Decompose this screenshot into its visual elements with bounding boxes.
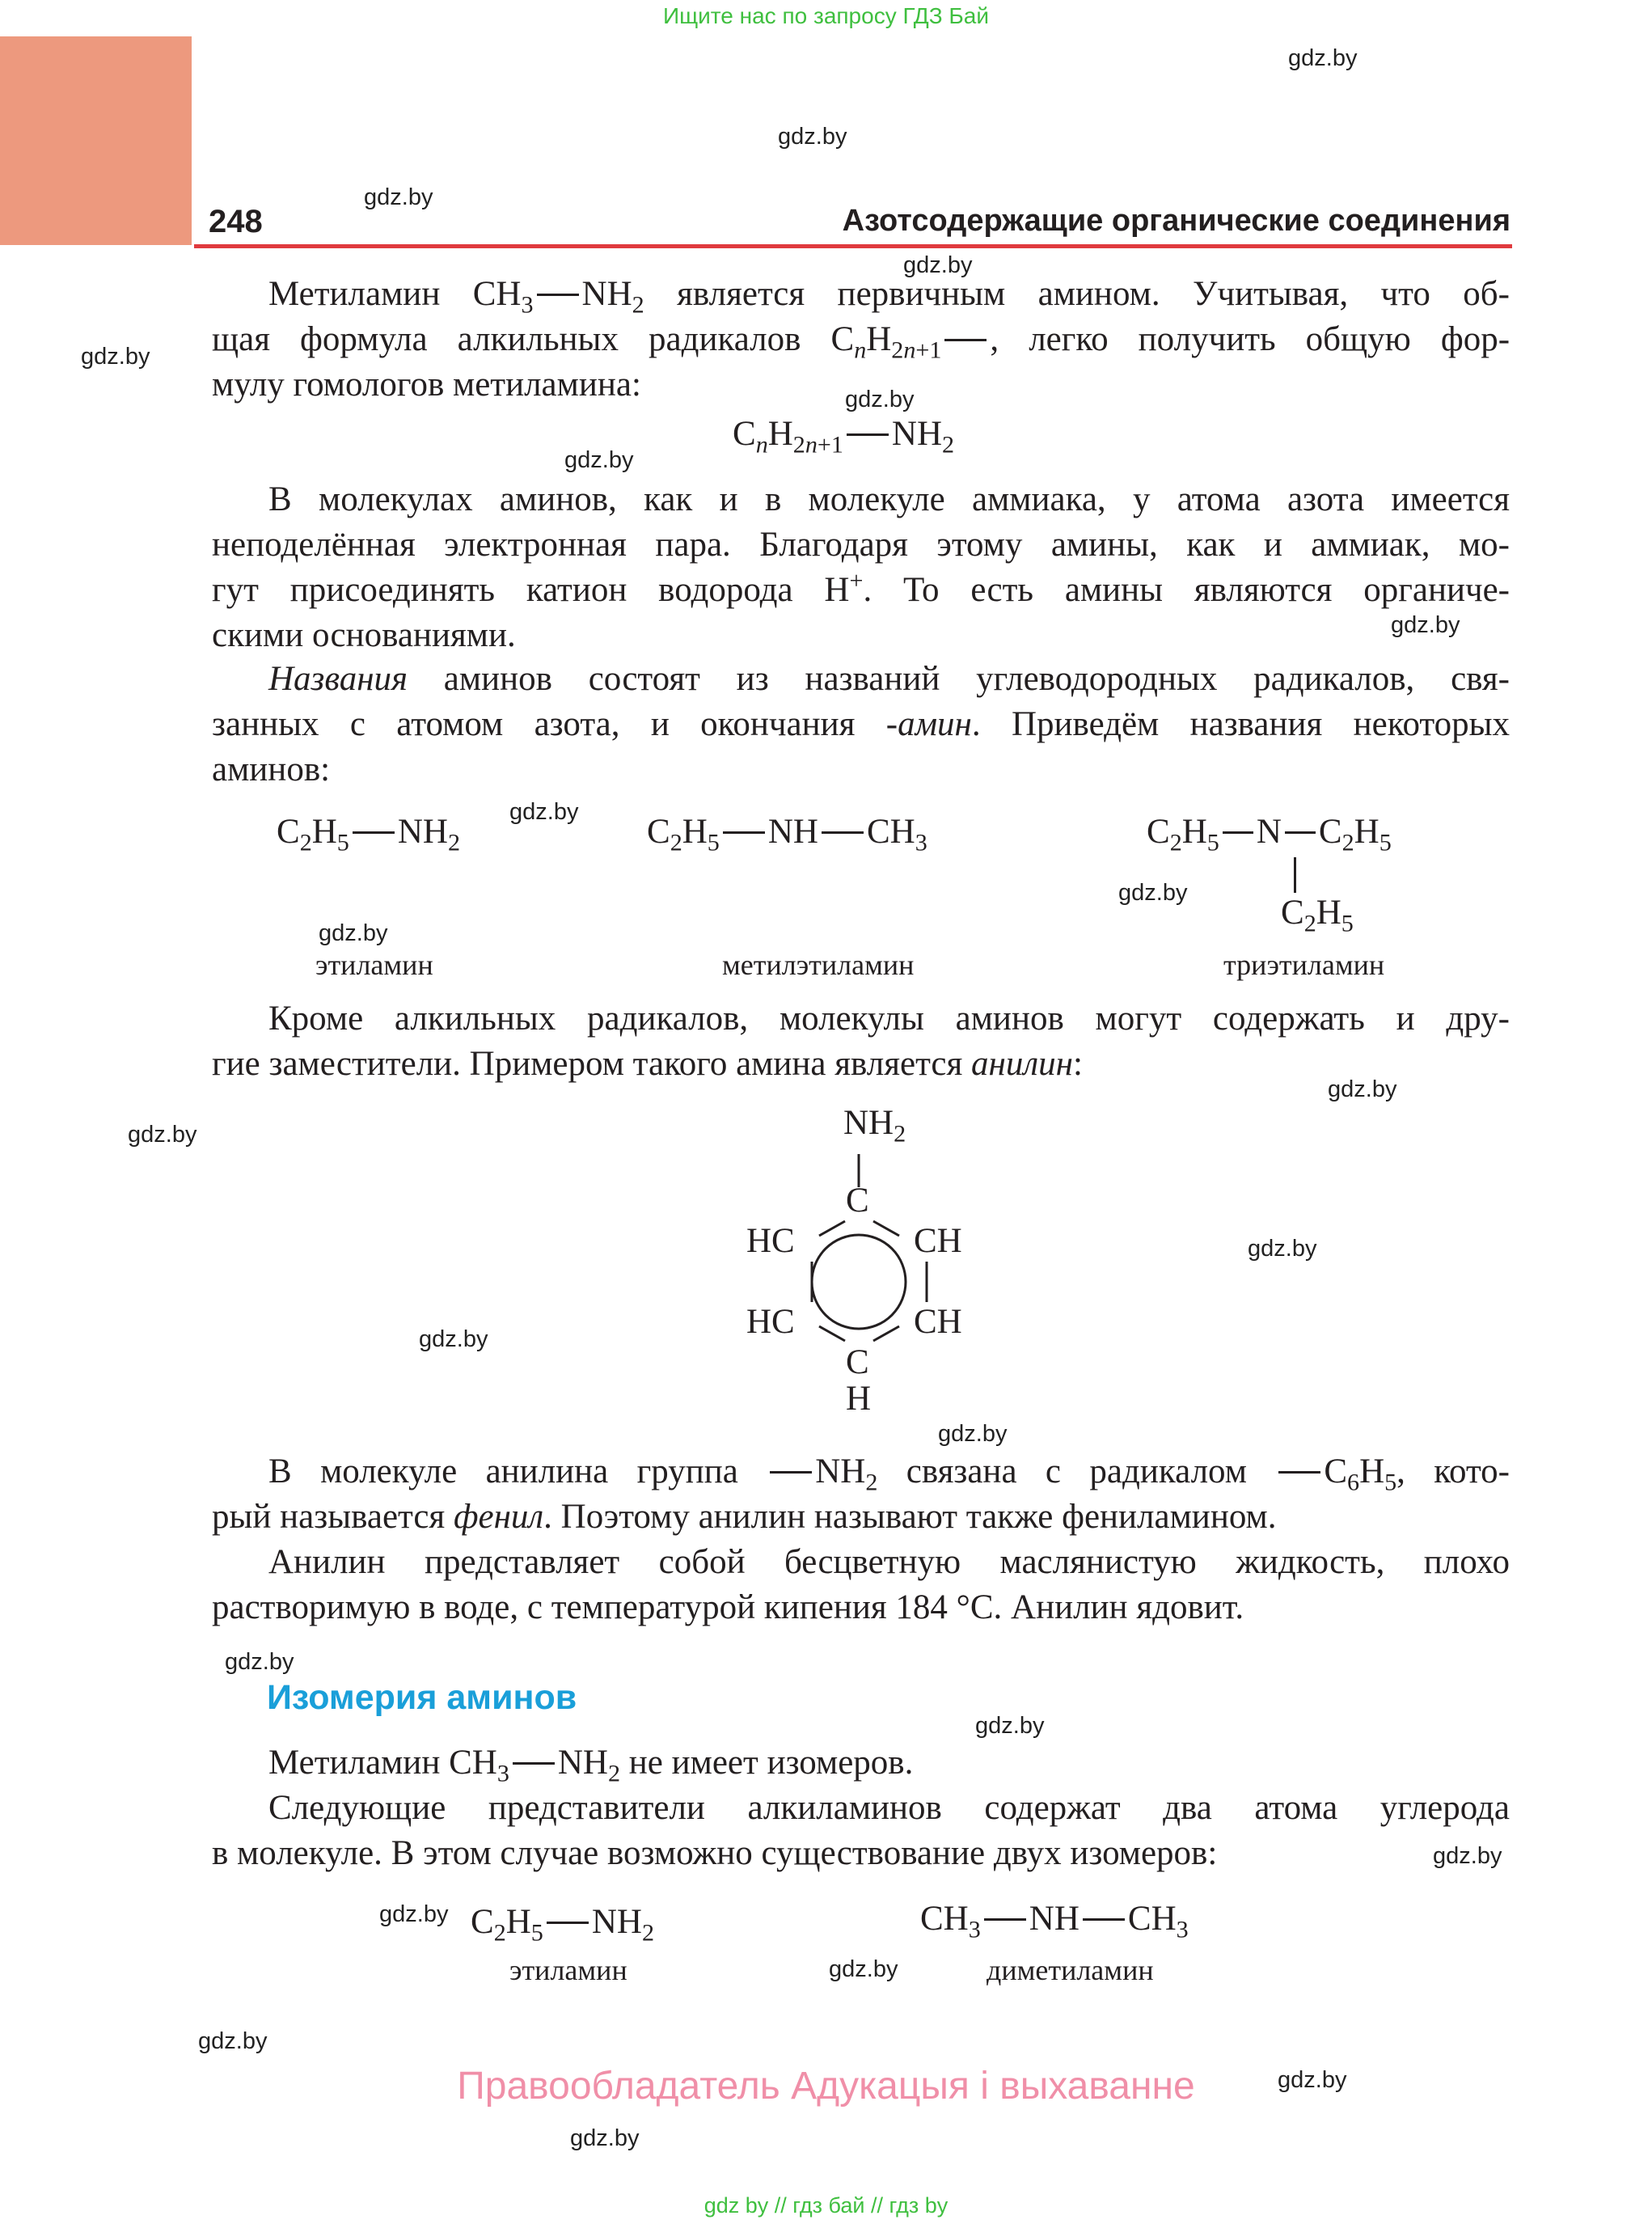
watermark: gdz.by — [778, 124, 847, 150]
watermark: gdz.by — [364, 184, 433, 210]
text: аминов: — [212, 750, 331, 789]
text: : — [1072, 1045, 1083, 1083]
text: -амин — [885, 705, 972, 743]
copyright-owner: Правообладатель Адукацыя і выхаванне — [457, 2065, 1195, 2108]
watermark: gdz.by — [1433, 1843, 1502, 1869]
watermark: gdz.by — [1391, 612, 1460, 638]
text: Кроме алкильных радикалов, молекулы аминов могут содержать и дру- — [268, 1000, 1510, 1038]
text: , легко получить общую фор- — [990, 320, 1510, 358]
formula-triethylamine: $C_2H_5$ N $C_2H_5$ — [1147, 813, 1392, 856]
caption-isomer-ethylamine: этиламин — [509, 1954, 627, 1986]
watermark: gdz.by — [81, 344, 150, 370]
watermark: gdz.by — [1248, 1236, 1317, 1262]
text: NH — [843, 1104, 894, 1142]
text: Анилин представляет собой бесцветную маслянистую жидкость, плохо — [268, 1543, 1510, 1581]
watermark: gdz.by — [570, 2125, 640, 2151]
text: В молекуле анилина группа — [268, 1452, 767, 1490]
triethylamine-bond — [1294, 857, 1296, 893]
text: неподелённая электронная пара. Благодаря этому амины, как и аммиак, мо- — [212, 526, 1510, 564]
watermark: gdz.by — [845, 387, 915, 412]
text: гут присоединять катион водорода H — [212, 571, 850, 609]
paragraph-names — [212, 657, 1510, 793]
text: анилин — [971, 1045, 1073, 1083]
aniline-nh2: $NH_2$ — [843, 1104, 906, 1148]
text: Следующие представители алкиламинов содержат два атома углерода — [268, 1789, 1510, 1827]
caption-triethylamine: триэтиламин — [1223, 949, 1385, 981]
watermark: gdz.by — [509, 799, 579, 825]
formula-ethylamine: $C_2H_5$ $NH_2$ — [277, 813, 460, 856]
text: скими основаниями. — [212, 616, 516, 654]
aniline-ch-right-2: CH — [914, 1303, 962, 1341]
page-number: 248 — [209, 204, 263, 239]
aniline-c-top: C — [846, 1182, 869, 1220]
paragraph-two-isomers — [212, 1786, 1510, 1876]
watermark: gdz.by — [319, 920, 388, 946]
text: . То есть амины являются органиче- — [863, 571, 1510, 609]
watermark: gdz.by — [379, 1901, 449, 1927]
text: растворимую в воде, с температурой кипения 184 °С. Анилин ядовит. — [212, 1588, 1244, 1626]
text: щая формула алкильных радикалов C — [212, 320, 855, 358]
bottom-links[interactable]: gdz by // гдз бай // гдз by — [703, 2193, 949, 2218]
aniline-hc-left-2: HC — [746, 1303, 795, 1341]
watermark: gdz.by — [975, 1713, 1045, 1739]
header-rule — [194, 244, 1512, 248]
watermark: gdz.by — [564, 447, 634, 473]
caption-isomer-dimethylamine: диметиламин — [987, 1954, 1154, 1986]
text: , кото- — [1396, 1452, 1510, 1490]
formula-isomer-dimethylamine: $CH_3$ NH $CH_3$ — [920, 1900, 1189, 1943]
text: фенил — [453, 1498, 544, 1536]
formula-triethylamine-branch: $C_2H_5$ — [1281, 894, 1354, 937]
watermark: gdz.by — [419, 1326, 488, 1352]
text: является первичным амином. Учитывая, что об- — [644, 275, 1510, 313]
watermark: gdz.by — [938, 1421, 1008, 1447]
aniline-ring-bonds — [728, 1132, 970, 1391]
watermark: gdz.by — [225, 1649, 294, 1675]
text: . Поэтому анилин называют также фениламином. — [543, 1498, 1277, 1536]
text: не имеет изомеров. — [620, 1744, 914, 1782]
text: мулу гомологов метиламина: — [212, 366, 641, 404]
watermark: gdz.by — [1278, 2067, 1347, 2093]
paragraph-no-isomers: Метиламин $CH_3$ $NH_2$ не имеет изомеров. — [268, 1744, 914, 1787]
watermark: gdz.by — [829, 1956, 898, 1982]
aniline-h-bottom: H — [846, 1380, 872, 1418]
watermark: gdz.by — [903, 252, 973, 278]
paragraph-lone-pair: В молекулах аминов, как и в молекуле аммиака, у атома азота имеется неподелённая электронная пара. Благодаря этому амины, как и аммиак, мо- гут присоединять катион водорода H+. То есть амины являются органиче- скими основаниями. — [212, 477, 1510, 658]
paragraph-aniline-properties — [212, 1540, 1510, 1630]
watermark: gdz.by — [1288, 45, 1358, 71]
corner-decoration — [0, 36, 192, 245]
text: Метиламин CH — [268, 275, 522, 313]
aniline-ch-right-1: CH — [914, 1222, 962, 1260]
caption-ethylamine: этиламин — [315, 949, 433, 981]
text: связана с радикалом — [877, 1452, 1276, 1490]
text: . Приведём названия некоторых — [971, 705, 1510, 743]
paragraph-phenyl: В молекуле анилина группа $NH_2$ связана с радикалом $C_6H_5$, кото- рый называется фенил. Поэтому анилин называют также фениламином. — [212, 1452, 1510, 1536]
watermark: gdz.by — [128, 1122, 197, 1148]
text: Метиламин CH — [268, 1744, 497, 1782]
caption-methylethylamine: метилэтиламин — [722, 949, 915, 981]
text: в молекуле. В этом случае возможно существование двух изомеров: — [212, 1834, 1218, 1872]
watermark: gdz.by — [198, 2028, 268, 2054]
text: рый называется — [212, 1498, 454, 1536]
text: В молекулах аминов, как и в молекуле аммиака, у атома азота имеется — [268, 480, 1510, 518]
section-title: Изомерия аминов — [267, 1678, 577, 1717]
formula-methylethylamine: $C_2H_5$ NH $CH_3$ — [647, 813, 927, 856]
formula-isomer-ethylamine: $C_2H_5$ $NH_2$ — [471, 1903, 654, 1947]
running-title: Азотсодержащие органические соединения — [842, 204, 1510, 238]
general-formula: $C_nH_{2n+1}$ $NH_2$ — [733, 415, 955, 459]
aniline-c-bottom: C — [846, 1343, 869, 1381]
text: Названия — [268, 660, 408, 698]
paragraph-methylamine: Метиламин $CH_3$ $NH_2$ является первичным амином. Учитывая, что об- щая формула алкильных радикалов $C_nH_{2n+1}$ , легко получить общую фор- мулу гомологов метиламина: — [212, 272, 1510, 408]
aniline-hc-left-1: HC — [746, 1222, 795, 1260]
watermark: gdz.by — [1118, 880, 1188, 906]
watermark: gdz.by — [1328, 1076, 1397, 1102]
text: гие заместители. Примером такого амина является — [212, 1045, 972, 1083]
paragraph-aniline-intro — [212, 996, 1510, 1087]
text: аминов состоят из названий углеводородных радикалов, свя- — [408, 660, 1510, 698]
top-banner[interactable]: Ищите нас по запросу ГДЗ Бай — [662, 3, 990, 28]
text: занных с атомом азота, и окончания — [212, 705, 886, 743]
